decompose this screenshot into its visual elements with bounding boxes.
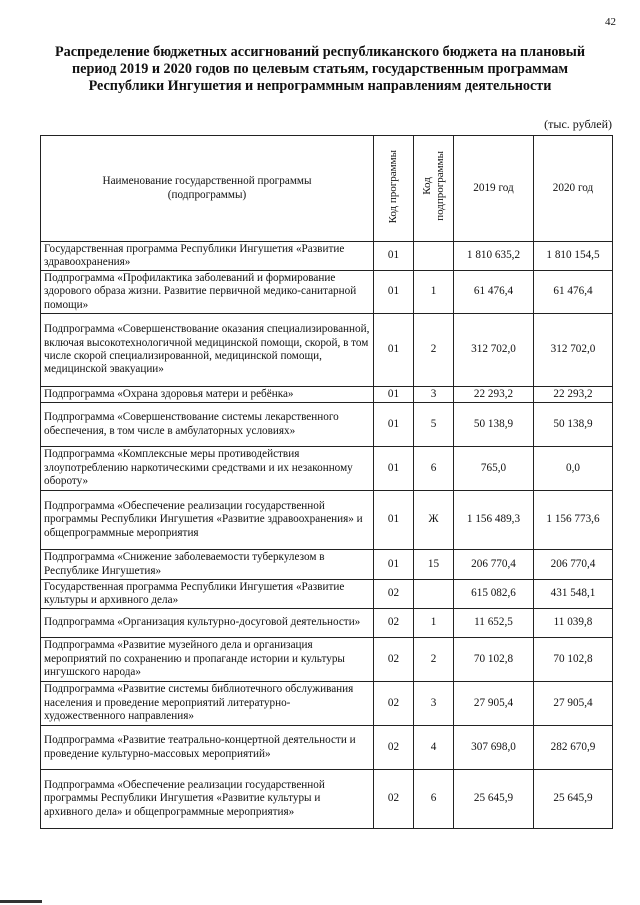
row-subprogram-code: 1 (414, 609, 454, 638)
row-program-code: 01 (374, 387, 414, 403)
row-2019-value: 206 770,4 (454, 550, 534, 580)
row-2020-value: 312 702,0 (534, 314, 613, 387)
row-name: Подпрограмма «Развитие музейного дела и организация мероприятий по сохранению и пропаганде истории и культуры ингушского народа» (41, 638, 374, 682)
header-name-line: (подпрограммы) (167, 188, 247, 201)
header-name (41, 136, 374, 242)
row-2019-value: 11 652,5 (454, 609, 534, 638)
row-subprogram-code: 1 (414, 271, 454, 314)
row-program-code: 02 (374, 580, 414, 609)
row-2019-value: 1 810 635,2 (454, 242, 534, 271)
table-row (41, 447, 613, 491)
row-name: Подпрограмма «Совершенствование системы лекарственного обеспечения, в том числе в амбулаторных условиях» (41, 403, 374, 447)
row-subprogram-code: 5 (414, 403, 454, 447)
row-program-code: 01 (374, 314, 414, 387)
row-2019-value: 27 905,4 (454, 682, 534, 726)
table-row (41, 403, 613, 447)
row-program-code: 01 (374, 242, 414, 271)
header-row (41, 136, 613, 242)
row-name: Государственная программа Республики Ингушетия «Развитие здравоохранения» (41, 242, 374, 271)
scan-edge-mark (0, 900, 42, 903)
row-2019-value: 615 082,6 (454, 580, 534, 609)
row-subprogram-code: 3 (414, 682, 454, 726)
title-line: период 2019 и 2020 годов по целевым статьям, государственным программам (71, 61, 569, 77)
row-2019-value: 25 645,9 (454, 770, 534, 829)
row-2019-value: 765,0 (454, 447, 534, 491)
row-2020-value: 27 905,4 (534, 682, 613, 726)
table-row (41, 770, 613, 829)
header-2020: 2020 год (534, 136, 613, 242)
table-row (41, 726, 613, 770)
row-2020-value: 206 770,4 (534, 550, 613, 580)
row-subprogram-code: Ж (414, 491, 454, 550)
row-name: Подпрограмма «Охрана здоровья матери и ребёнка» (41, 387, 374, 403)
header-subprogram-code-label: Код подпрограммы (420, 151, 446, 222)
row-2020-value: 25 645,9 (534, 770, 613, 829)
row-2019-value: 61 476,4 (454, 271, 534, 314)
header-program-code (374, 136, 414, 242)
row-2019-value: 312 702,0 (454, 314, 534, 387)
budget-table (40, 135, 613, 829)
table-row (41, 242, 613, 271)
row-2020-value: 70 102,8 (534, 638, 613, 682)
table-row (41, 682, 613, 726)
row-2019-value: 50 138,9 (454, 403, 534, 447)
row-2020-value: 282 670,9 (534, 726, 613, 770)
row-program-code: 01 (374, 403, 414, 447)
table-row (41, 314, 613, 387)
row-2020-value: 431 548,1 (534, 580, 613, 609)
row-2020-value: 0,0 (534, 447, 613, 491)
table-row (41, 609, 613, 638)
row-name: Подпрограмма «Профилактика заболеваний и формирование здорового образа жизни. Развитие первичной медико-санитарной помощи» (41, 271, 374, 314)
header-program-code-label: Код программы (387, 149, 399, 223)
row-2019-value: 70 102,8 (454, 638, 534, 682)
row-subprogram-code: 2 (414, 638, 454, 682)
row-subprogram-code (414, 580, 454, 609)
row-name: Подпрограмма «Совершенствование оказания специализированной, включая высокотехнологичной медицинской помощи, скорой, в том числе скорой специализированной, медицинской помощи, медицинской эвакуации» (41, 314, 374, 387)
row-program-code: 01 (374, 447, 414, 491)
row-program-code: 02 (374, 638, 414, 682)
document-title (36, 44, 604, 95)
row-subprogram-code: 6 (414, 447, 454, 491)
row-2020-value: 50 138,9 (534, 403, 613, 447)
row-subprogram-code: 4 (414, 726, 454, 770)
row-subprogram-code: 15 (414, 550, 454, 580)
row-2020-value: 1 156 773,6 (534, 491, 613, 550)
table-row (41, 491, 613, 550)
row-name: Подпрограмма «Развитие театрально-концертной деятельности и проведение культурно-массовых мероприятий» (41, 726, 374, 770)
table-row (41, 638, 613, 682)
row-subprogram-code: 6 (414, 770, 454, 829)
row-2019-value: 1 156 489,3 (454, 491, 534, 550)
row-name: Подпрограмма «Комплексные меры противодействия злоупотреблению наркотическими средствами и их незаконному обороту» (41, 447, 374, 491)
row-subprogram-code: 2 (414, 314, 454, 387)
row-2020-value: 1 810 154,5 (534, 242, 613, 271)
row-name: Подпрограмма «Обеспечение реализации государственной программы Республики Ингушетия «Развитие здравоохранения» и общепрограммные мероприятия (41, 491, 374, 550)
row-name: Государственная программа Республики Ингушетия «Развитие культуры и архивного дела» (41, 580, 374, 609)
row-2019-value: 307 698,0 (454, 726, 534, 770)
row-2020-value: 11 039,8 (534, 609, 613, 638)
title-line: Республики Ингушетия и непрограммным направлениям деятельности (88, 78, 552, 94)
table-row (41, 550, 613, 580)
row-program-code: 01 (374, 550, 414, 580)
row-name: Подпрограмма «Организация культурно-досуговой деятельности» (41, 609, 374, 638)
row-name: Подпрограмма «Обеспечение реализации государственной программы Республики Ингушетия «Развитие культуры и архивного дела» и общепрограммные мероприятия» (41, 770, 374, 829)
row-program-code: 02 (374, 726, 414, 770)
row-name: Подпрограмма «Снижение заболеваемости туберкулезом в Республике Ингушетия» (41, 550, 374, 580)
row-program-code: 02 (374, 682, 414, 726)
table-row (41, 580, 613, 609)
header-name-line: Наименование государственной программы (102, 175, 312, 188)
table-row (41, 387, 613, 403)
row-program-code: 01 (374, 271, 414, 314)
header-2019: 2019 год (454, 136, 534, 242)
title-line: Распределение бюджетных ассигнований республиканского бюджета на плановый (54, 44, 586, 60)
row-program-code: 02 (374, 609, 414, 638)
row-subprogram-code (414, 242, 454, 271)
row-subprogram-code: 3 (414, 387, 454, 403)
table-row (41, 271, 613, 314)
row-2020-value: 22 293,2 (534, 387, 613, 403)
page-number: 42 (605, 16, 616, 28)
row-2019-value: 22 293,2 (454, 387, 534, 403)
row-name: Подпрограмма «Развитие системы библиотечного обслуживания населения и проведение мероприятий литературно-художественного направления» (41, 682, 374, 726)
row-program-code: 02 (374, 770, 414, 829)
header-subprogram-code (414, 136, 454, 242)
units-label: (тыс. рублей) (544, 117, 612, 131)
row-program-code: 01 (374, 491, 414, 550)
row-2020-value: 61 476,4 (534, 271, 613, 314)
